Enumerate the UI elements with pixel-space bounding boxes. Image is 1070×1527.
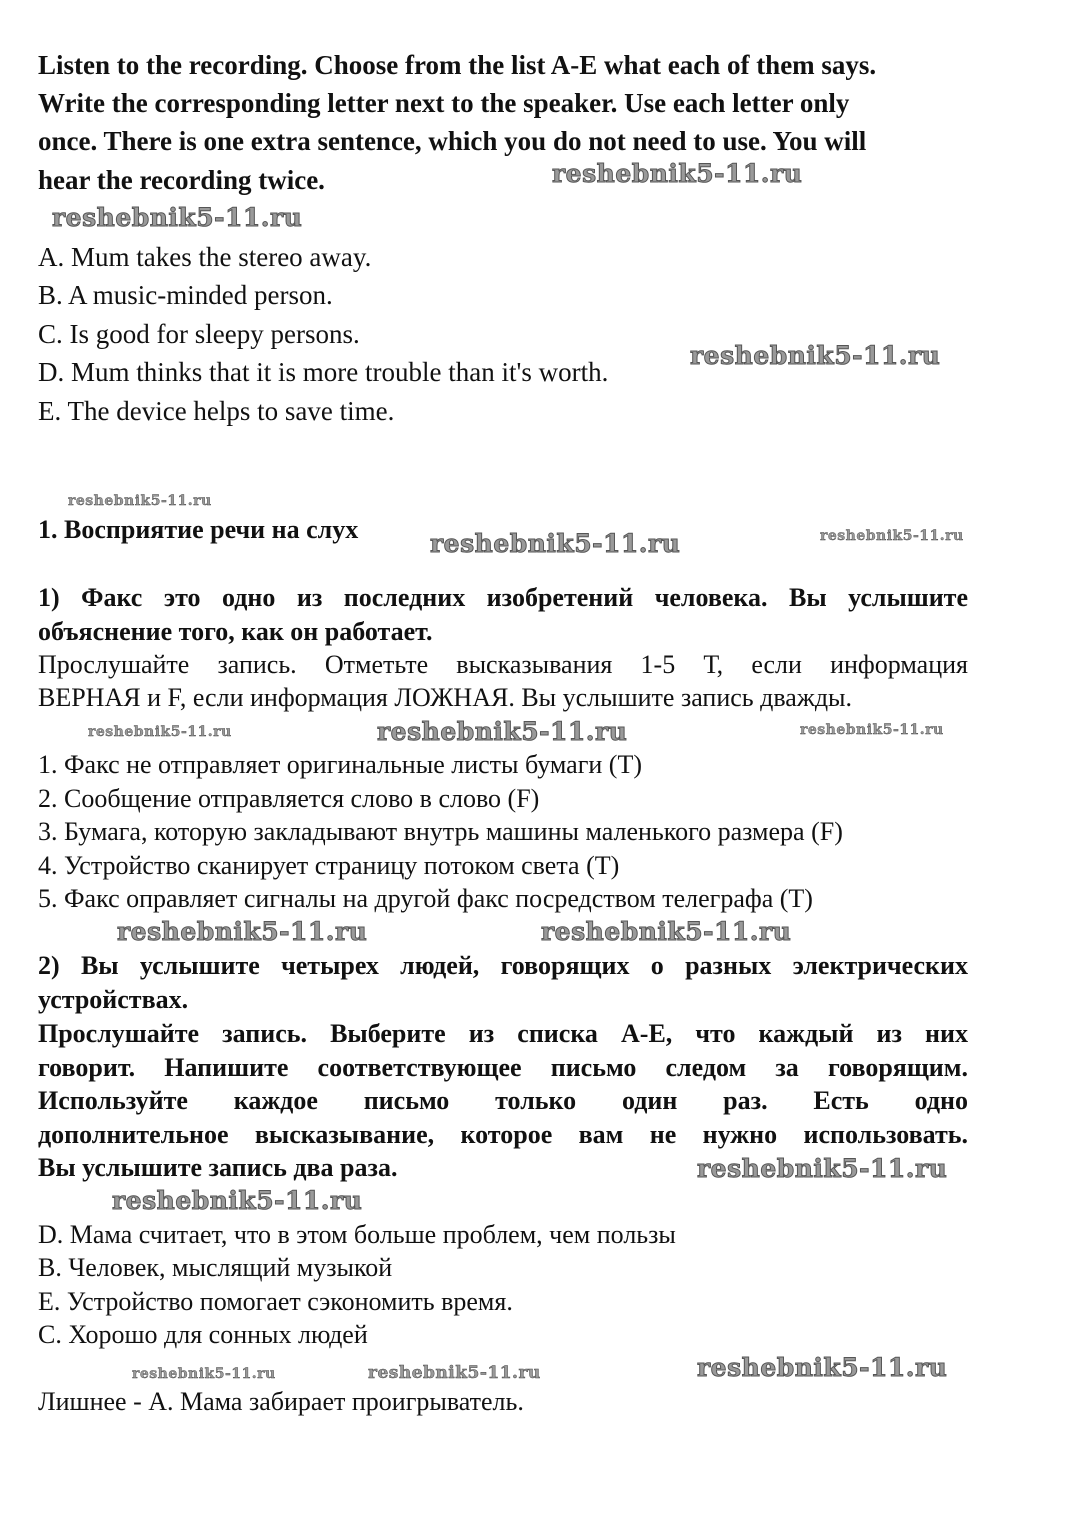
instruction-line: hear the recording twice. xyxy=(38,165,325,195)
watermark: reshebnik5-11.ru xyxy=(541,917,792,946)
watermark: reshebnik5-11.ru xyxy=(800,722,944,738)
task1-instruction: Прослушайте запись. Отметьте высказывания 1-5 Т, если информация xyxy=(38,650,968,679)
option-d: D. Mum thinks that it is more trouble than it's worth. xyxy=(38,357,609,387)
option-e: E. The device helps to save time. xyxy=(38,396,395,426)
task2-heading: устройствах. xyxy=(38,985,189,1014)
instruction-line: Write the corresponding letter next to the speaker. Use each letter only xyxy=(38,88,850,118)
option-c: C. Is good for sleepy persons. xyxy=(38,319,360,349)
watermark: reshebnik5-11.ru xyxy=(132,1366,276,1382)
watermark: reshebnik5-11.ru xyxy=(697,1154,948,1183)
task2-instruction: Используйте каждое письмо только один раз. Есть одно xyxy=(38,1086,968,1115)
watermark: reshebnik5-11.ru xyxy=(368,1363,541,1383)
watermark: reshebnik5-11.ru xyxy=(52,203,303,232)
task2-instruction: говорит. Напишите соответствующее письмо следом за говорящим. xyxy=(38,1053,968,1082)
watermark: reshebnik5-11.ru xyxy=(552,159,803,188)
watermark: reshebnik5-11.ru xyxy=(68,493,212,509)
instruction-line: Listen to the recording. Choose from the list A-E what each of them says. xyxy=(38,50,877,80)
task2-answer: E. Устройство помогает сэкономить время. xyxy=(38,1287,513,1316)
task2-instruction: дополнительное высказывание, которое вам не нужно использовать. xyxy=(38,1120,968,1149)
task2-instruction: Вы услышите запись два раза. xyxy=(38,1153,398,1182)
task1-item: 5. Факс оправляет сигналы на другой факс посредством телеграфа (T) xyxy=(38,884,813,913)
task1-instruction: ВЕРНАЯ и F, если информация ЛОЖНАЯ. Вы услышите запись дважды. xyxy=(38,683,853,712)
watermark: reshebnik5-11.ru xyxy=(112,1186,363,1215)
instruction-line: once. There is one extra sentence, which you do not need to use. You will xyxy=(38,126,867,156)
section-title: 1. Восприятие речи на слух xyxy=(38,515,359,544)
task2-heading: 2) Вы услышите четырех людей, говорящих о разных электрических xyxy=(38,951,968,980)
task2-extra: Лишнее - А. Мама забирает проигрыватель. xyxy=(38,1387,524,1416)
watermark: reshebnik5-11.ru xyxy=(820,528,964,544)
watermark: reshebnik5-11.ru xyxy=(697,1353,948,1382)
task1-item: 3. Бумага, которую закладывают внутрь машины маленького размера (F) xyxy=(38,817,843,846)
watermark: reshebnik5-11.ru xyxy=(88,724,232,740)
option-b: B. A music-minded person. xyxy=(38,280,333,310)
option-a: A. Mum takes the stereo away. xyxy=(38,242,372,272)
task2-instruction: Прослушайте запись. Выберите из списка A-E, что каждый из них xyxy=(38,1019,968,1048)
watermark: reshebnik5-11.ru xyxy=(430,529,681,558)
watermark: reshebnik5-11.ru xyxy=(690,341,941,370)
task2-answer: B. Человек, мыслящий музыкой xyxy=(38,1253,393,1282)
watermark: reshebnik5-11.ru xyxy=(117,917,368,946)
task1-item: 2. Сообщение отправляется слово в слово (F) xyxy=(38,784,540,813)
task1-item: 4. Устройство сканирует страницу потоком света (T) xyxy=(38,851,620,880)
watermark: reshebnik5-11.ru xyxy=(377,717,628,746)
task1-heading: объяснение того, как он работает. xyxy=(38,617,433,646)
task2-answer: D. Мама считает, что в этом больше проблем, чем пользы xyxy=(38,1220,676,1249)
task2-answer: C. Хорошо для сонных людей xyxy=(38,1320,368,1349)
task1-item: 1. Факс не отправляет оригинальные листы бумаги (T) xyxy=(38,750,642,779)
task1-heading: 1) Факс это одно из последних изобретений человека. Вы услышите xyxy=(38,583,968,612)
